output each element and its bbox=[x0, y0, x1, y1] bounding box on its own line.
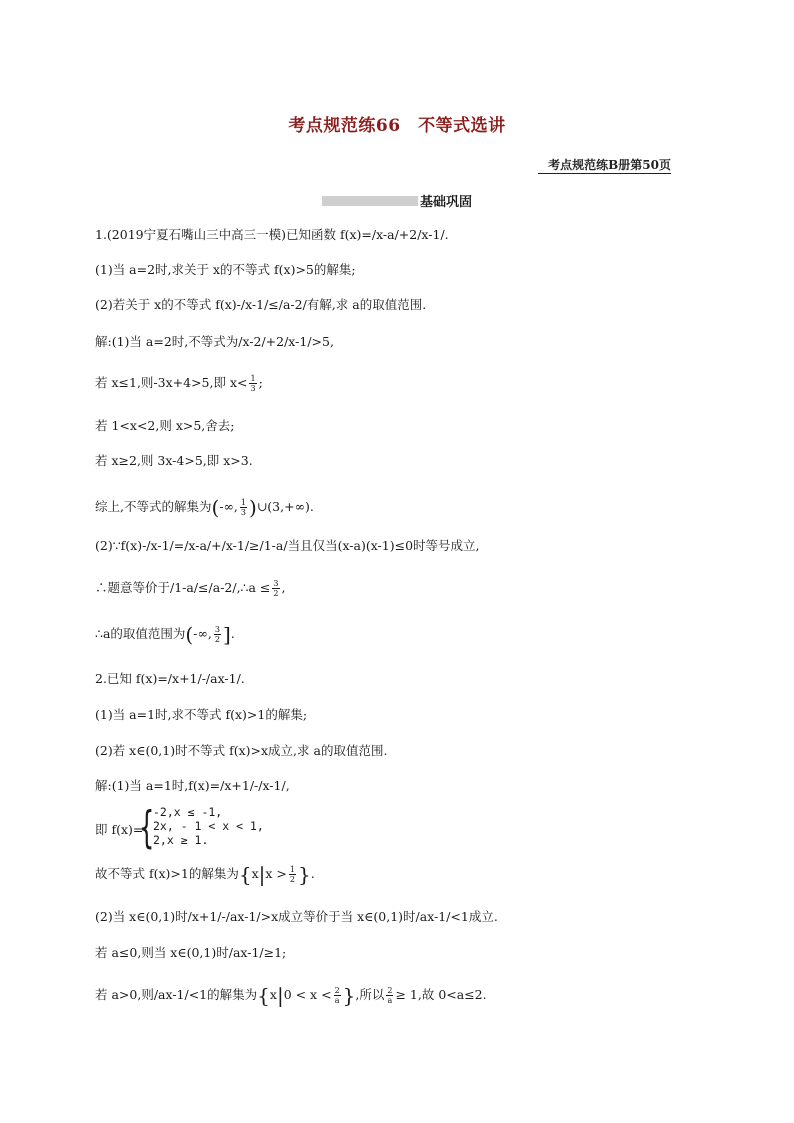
piecewise-cases bbox=[153, 805, 264, 847]
q1-solution-2-text: 若 x≤1,则-3x+4>5,即 x< bbox=[95, 375, 248, 390]
left-brace: { bbox=[139, 802, 155, 853]
q2-part2: (2)若 x∈(0,1)时不等式 f(x)>x成立,求 a的取值范围. bbox=[95, 743, 388, 758]
q2-stem: 2.已知 f(x)=/x+1/-/ax-1/. bbox=[95, 671, 245, 686]
q1-solution-6: (2)∵f(x)-/x-1/=/x-a/+/x-1/≥/1-a/当且仅当(x-a)(x-1)≤0时等号成立, bbox=[95, 538, 480, 553]
section-bar bbox=[322, 196, 418, 206]
q1-part1: (1)当 a=2时,求关于 x的不等式 f(x)>5的解集; bbox=[95, 262, 356, 277]
q1-solution-4: 若 x≥2,则 3x-4>5,即 x>3. bbox=[95, 453, 253, 468]
fraction-one-third: $\frac{1}{3}$ bbox=[250, 374, 256, 393]
q1-stem: 1.(2019宁夏石嘴山三中高三一模)已知函数 f(x)=/x-a/+2/x-1/. bbox=[95, 227, 449, 242]
q1-solution-5: 综上,不等式的解集为(-∞, $\frac{1}{3}$ )∪(3,+∞). bbox=[95, 495, 314, 520]
section-heading bbox=[322, 190, 473, 210]
fraction-three-halves: $\frac{3}{2}$ bbox=[214, 625, 220, 644]
section-label: 基础巩固 bbox=[420, 195, 473, 210]
q2-solution-1: 解:(1)当 a=1时,f(x)=/x+1/-/x-1/, bbox=[95, 778, 290, 793]
fraction-two-over-a: $\frac{2}{a}$ bbox=[387, 986, 393, 1005]
q1-solution-8: ∴a的取值范围为(-∞, $\frac{3}{2}$ ]. bbox=[95, 622, 235, 647]
fraction-three-halves: $\frac{3}{2}$ bbox=[273, 579, 279, 598]
piecewise-case: 2,x ≥ 1. bbox=[153, 833, 209, 847]
q2-part1: (1)当 a=1时,求不等式 f(x)>1的解集; bbox=[95, 707, 308, 722]
page-title: 考点规范练66 不等式选讲 bbox=[288, 116, 506, 136]
piecewise-label: 即 f(x)= bbox=[95, 822, 144, 837]
fraction-one-third: $\frac{1}{3}$ bbox=[240, 498, 247, 517]
q1-solution-1: 解:(1)当 a=2时,不等式为/x-2/+2/x-1/>5, bbox=[95, 334, 334, 349]
piecewise-case: 2x, - 1 < x < 1, bbox=[153, 819, 264, 833]
q2-solution-3: 故不等式 f(x)>1的解集为{x|x > $\frac{1}{2}$ }. bbox=[95, 862, 315, 887]
book-reference: 考点规范练B册第50页 bbox=[538, 157, 671, 174]
fraction-one-half: $\frac{1}{2}$ bbox=[289, 865, 295, 884]
piecewise-case: -2,x ≤ -1, bbox=[153, 805, 223, 819]
fraction-two-over-a: $\frac{2}{a}$ bbox=[334, 986, 340, 1005]
q1-part2: (2)若关于 x的不等式 f(x)-/x-1/≤/a-2/有解,求 a的取值范围. bbox=[95, 297, 427, 312]
q2-solution-4: (2)当 x∈(0,1)时/x+1/-/ax-1/>x成立等价于当 x∈(0,1)时/ax-1/<1成立. bbox=[95, 909, 498, 924]
q2-solution-6: 若 a>0,则/ax-1/<1的解集为{x|0 < x < $\frac{2}{a}$ },所以 $\frac{2}{a}$ ≥ 1,故 0<a≤2. bbox=[95, 983, 487, 1008]
q1-solution-2: 若 x≤1,则-3x+4>5,即 x< $\frac{1}{3}$ ; bbox=[95, 374, 263, 393]
q2-solution-5: 若 a≤0,则当 x∈(0,1)时/ax-1/≥1; bbox=[95, 945, 287, 960]
q1-solution-7: ∴题意等价于/1-a/≤/a-2/,∴a ≤ $\frac{3}{2}$ , bbox=[95, 579, 286, 598]
q1-solution-3: 若 1<x<2,则 x>5,舍去; bbox=[95, 418, 235, 433]
